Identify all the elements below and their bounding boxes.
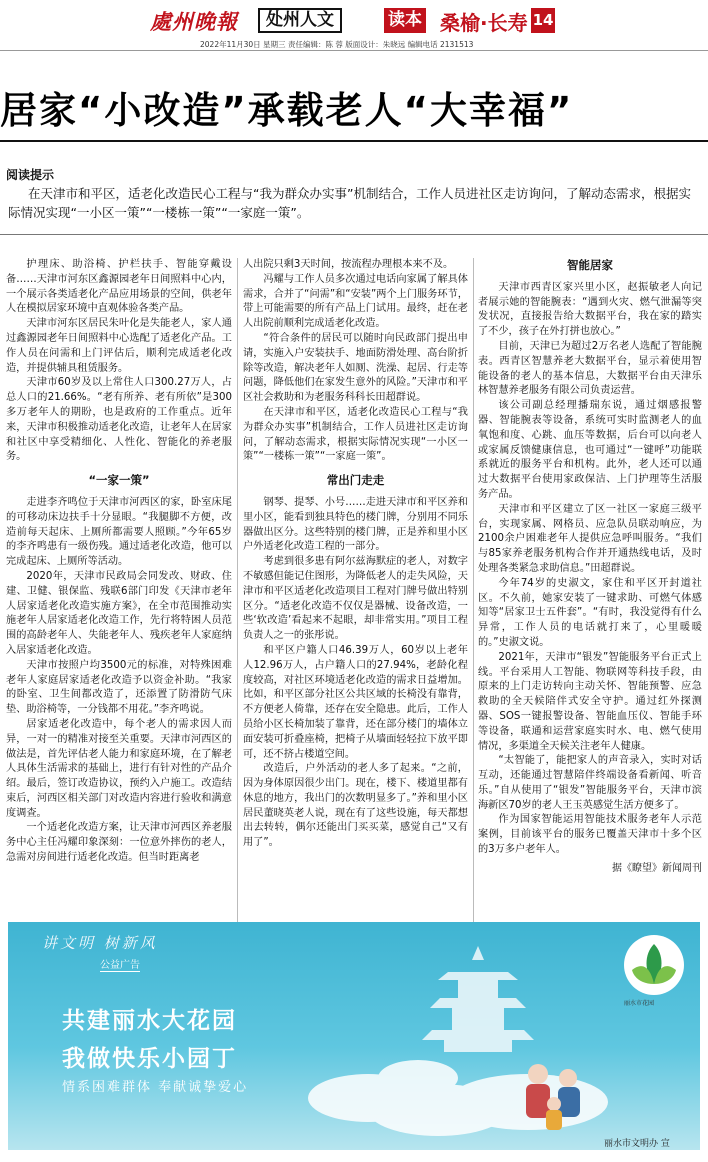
article-column-1 <box>6 258 232 866</box>
article-column-2 <box>243 258 468 851</box>
logo-caption: 丽水市花园 <box>624 1000 655 1007</box>
paragraph: “太智能了，能把家人的声音录入，实时对话互动，还能通过智慧陪伴终端设备看新闻、听音乐。”自从使用了“银发”智能服务平台，天津市滨海新区70岁的老人王玉英感觉生活方便多了。 <box>478 755 702 811</box>
flower-logo-icon <box>620 932 688 998</box>
article-column-3 <box>478 258 702 877</box>
intro-text: 在天津市和平区，适老化改造民心工程与“我为群众办实事”机制结合，工作人员进社区走访询问，了解动态需求，根据实际情况实现“一小区一策”“一楼栋一策”“一家庭一策”。 <box>8 186 691 220</box>
family-illustration <box>508 1052 598 1142</box>
subheading: “一家一策” <box>88 473 150 488</box>
newspaper-name: 處州晚報 <box>150 9 238 34</box>
masthead-info: 2022年11月30日 星期三 责任编辑：陈 蓉 版面设计：朱晓远 编辑电话 2131513 <box>200 40 474 49</box>
paragraph: 天津市60岁及以上常住人口300.27万人，占总人口的21.66%。“老有所养、老有所依”是300多万老年人的期盼，也是政府的工作重点。近年来，天津市积极推动适老化改造，让老年人在居家和社区中享受精细化、人性化、智能化的养老服务。 <box>6 377 232 463</box>
paragraph: 考虑到很多患有阿尔兹海默症的老人，对数字不敏感但能记住图形，为降低老人的走失风险，天津市和平区适老化改造项目工程对门牌号做出特别区分。“适老化改造不仅仅是器械、设备改造，一些‘软改造’看起来不起眼，却非常实用。”项目工程负责人之一的张彤说。 <box>243 556 468 642</box>
ad-type-label: 公益广告 <box>100 956 140 972</box>
column-divider <box>473 258 474 928</box>
paragraph: 一个适老化改造方案，让天津市河西区养老服务中心主任冯耀印象深刻：一位意外摔伤的老人，急需对房间进行适老化改造。但当时距离老 <box>6 822 232 864</box>
paragraph: 钢琴、提琴、小号……走进天津市和平区养和里小区，能看到独具特色的楼门牌，分别用不同乐器做出区分。这些特别的楼门牌，正是养和里小区户外适老化改造工程的一部分。 <box>243 496 468 553</box>
page-number: 14 <box>531 8 555 33</box>
section-tag: 读本 <box>384 8 426 33</box>
paragraph: 冯耀与工作人员多次通过电话向家属了解具体需求，合并了“问需”和“安装”两个上门服务环节，带上可能需要的所有产品上门试用。最终，赶在老人出院前顺利完成适老化改造。 <box>243 273 468 330</box>
paragraph: 护理床、助浴椅、护栏扶手、智能穿戴设备……天津市河东区鑫源园老年日间照料中心内，一个展示各类适老化产品应用场景的空间，供老年人在模拟居家环境中直观体验各类产品。 <box>6 259 232 315</box>
paragraph: 在天津市和平区，适老化改造民心工程与“我为群众办实事”机制结合，工作人员进社区走访询问，了解动态需求，根据实际情况实现“一小区一策”“一楼栋一策”“一家庭一策”。 <box>243 406 468 463</box>
paragraph: 和平区户籍人口46.39万人，60岁以上老年人12.96万人，占户籍人口的27.94%，老龄化程度较高，对社区环境适老化改造的需求日益增加。比如，和平区部分社区公共区域的长椅没有靠背，不方便老人倚靠，还存在安全隐患。此后，工作人员给小区长椅加装了靠背，还在部分楼门的墙体立面安装可折叠座椅，把椅子从墙面轻轻拉下放平即可，还不挤占楼道空间。 <box>243 644 468 760</box>
headline: 居家“小改造”承载老人“大幸福” <box>0 89 574 132</box>
section-subtitle: 桑榆·长寿 <box>440 11 528 35</box>
public-service-ad <box>8 922 700 1150</box>
paragraph: 天津市西青区家兴里小区，赵振敏老人向记者展示她的智能腕表：“遇到火灾、燃气泄漏等突发状况，直接报告给大数据平台，我在家的踏实了不少，孩子在外打拼也放心。” <box>478 281 702 338</box>
intro-label: 阅读提示 <box>6 168 55 182</box>
headline-divider <box>0 140 708 142</box>
intro-divider <box>0 234 708 235</box>
masthead-divider <box>0 50 708 51</box>
section-name: 处州人文 <box>258 8 342 33</box>
paragraph: 作为国家智能运用智能技术服务老年人示范案例，目前该平台的服务已覆盖天津市十多个区的3万多户老年人。 <box>478 814 702 856</box>
paragraph: 天津市按照户均3500元的标准，对特殊困难老年人家庭居家适老化改造予以资金补助。“我家的卧室、卫生间都改造了，还添置了防滑防气床垫、助浴椅等，一分钱都不用花。”李齐鸣说。 <box>6 659 232 716</box>
ad-headline-2: 我做快乐小园丁 <box>62 1046 237 1072</box>
paragraph: 天津市和平区建立了区一社区一家庭三级平台，实现家属、网格员、应急队员联动响应，为2100余户困难老年人提供应急呼叫服务。“我们与85家养老服务机构合作并开通热线电话，及时处理各类紧急求助信息。”田超群说。 <box>478 503 702 574</box>
ad-slogan: 讲文明 树新风 <box>42 934 158 952</box>
article-source: 据《瞭望》新闻周刊 <box>612 862 702 874</box>
paragraph: 2021年，天津市“银发”智能服务平台正式上线。平台采用人工智能、物联网等科技手段，由原来的上门走访转向主动关怀、智能预警、应急救助的全天候陪伴式安全守护。通过红外探测器、SOS一键报警设备、智能血压仪、智能手环等设备，联通和运营家庭实时水、电、燃气使用情况，多渠道全天候关注老年人健康。 <box>478 651 702 752</box>
masthead <box>0 0 708 50</box>
subheading: 智能居家 <box>567 258 613 272</box>
paragraph: 改造后，户外活动的老人多了起来。“之前，因为身体原因很少出门。现在，楼下、楼道里都有休息的地方，我出门的次数明显多了。”养和里小区居民董晓英老人说，现在有了这些设施，每天都想出去转转，偶尔还能出门买买菜，感觉自己“又有用了”。 <box>243 763 468 849</box>
paragraph: 走进李齐鸣位于天津市河西区的家，卧室床尾的可移动床边扶手十分显眼。“我腿脚不方便，改造前每天起床、上厕所都需要人照顾。”今年65岁的李齐鸣患有一级伤残。通过适老化改造，他可以完成起床、上厕所等活动。 <box>6 496 232 568</box>
paragraph: 今年74岁的史淑文，家住和平区开封道社区。不久前，她家安装了一键求助、可燃气体感知等“居家卫士五件套”。“有时，我没觉得有什么异常，工作人员的电话就打来了，心里暖暖的。”史淑文说。 <box>478 577 702 648</box>
paragraph: 目前，天津已为超过2万名老人选配了智能腕表。西青区智慧养老大数据平台，显示着使用智能设备的老人的基本信息，大数据平台由天津乐林智慧养老服务有限公司负责运营。 <box>478 340 702 397</box>
ad-tagline: 情系困难群体 奉献诚挚爱心 <box>62 1080 249 1095</box>
column-divider <box>237 258 238 928</box>
subheading: 常出门走走 <box>326 473 385 488</box>
paragraph: “符合条件的居民可以随时向民政部门提出申请，实施入户安装扶手、地面防滑处理、高台阶折除等改造，解决老年人如厕、洗澡、起居、行走等问题，降低他们在家发生意外的风险。”天津市和平区社会救助和为老服务科科长田超群说。 <box>243 332 468 404</box>
ad-credit: 丽水市文明办 宣 <box>604 1139 670 1149</box>
ad-headline-1: 共建丽水大花园 <box>62 1008 237 1034</box>
paragraph: 该公司副总经理播瑞东说，通过烟感报警器、智能腕表等设备，系统可实时监测老人的血氧饱和度、心跳、血压等数据，后台可以向老人或家属反馈健康信息，也可通过“一键呼”功能联系就近的服务平台和机构。此外，老人还可以通过大数据平台使用家政保洁、上门护理等生活服务产品。 <box>478 400 702 500</box>
paragraph: 2020年，天津市民政局会同发改、财政、住建、卫健、银保监、残联6部门印发《天津市老年人居家适老化改造实施方案》，在全市范围推动实施老年人居家适老化改造工作，先行将特困人员范围的高龄老年人、失能老年人、残疾老年人家庭纳入居家适老化改造。 <box>6 570 232 656</box>
paragraph: 人出院只剩3天时间，按流程办理根本来不及。 <box>243 259 454 270</box>
paragraph: 居家适老化改造中，每个老人的需求因人而异，一对一的精准对接至关重要。天津市河西区的做法是，首先评估老人能力和家庭环境，在了解老人具体生活需求的基础上，进行有针对性的产品介绍。最后，签订改造协议，预约入户施工。改造结束后，河西区相关部门对改造内容进行验收和满意度调查。 <box>6 718 232 819</box>
paragraph: 天津市河东区居民朱叶化是失能老人，家人通过鑫源园老年日间照料中心选配了适老化产品。工作人员在问需和上门评估后，顺利完成适老化改造，并提供辅具租赁服务。 <box>6 318 232 374</box>
